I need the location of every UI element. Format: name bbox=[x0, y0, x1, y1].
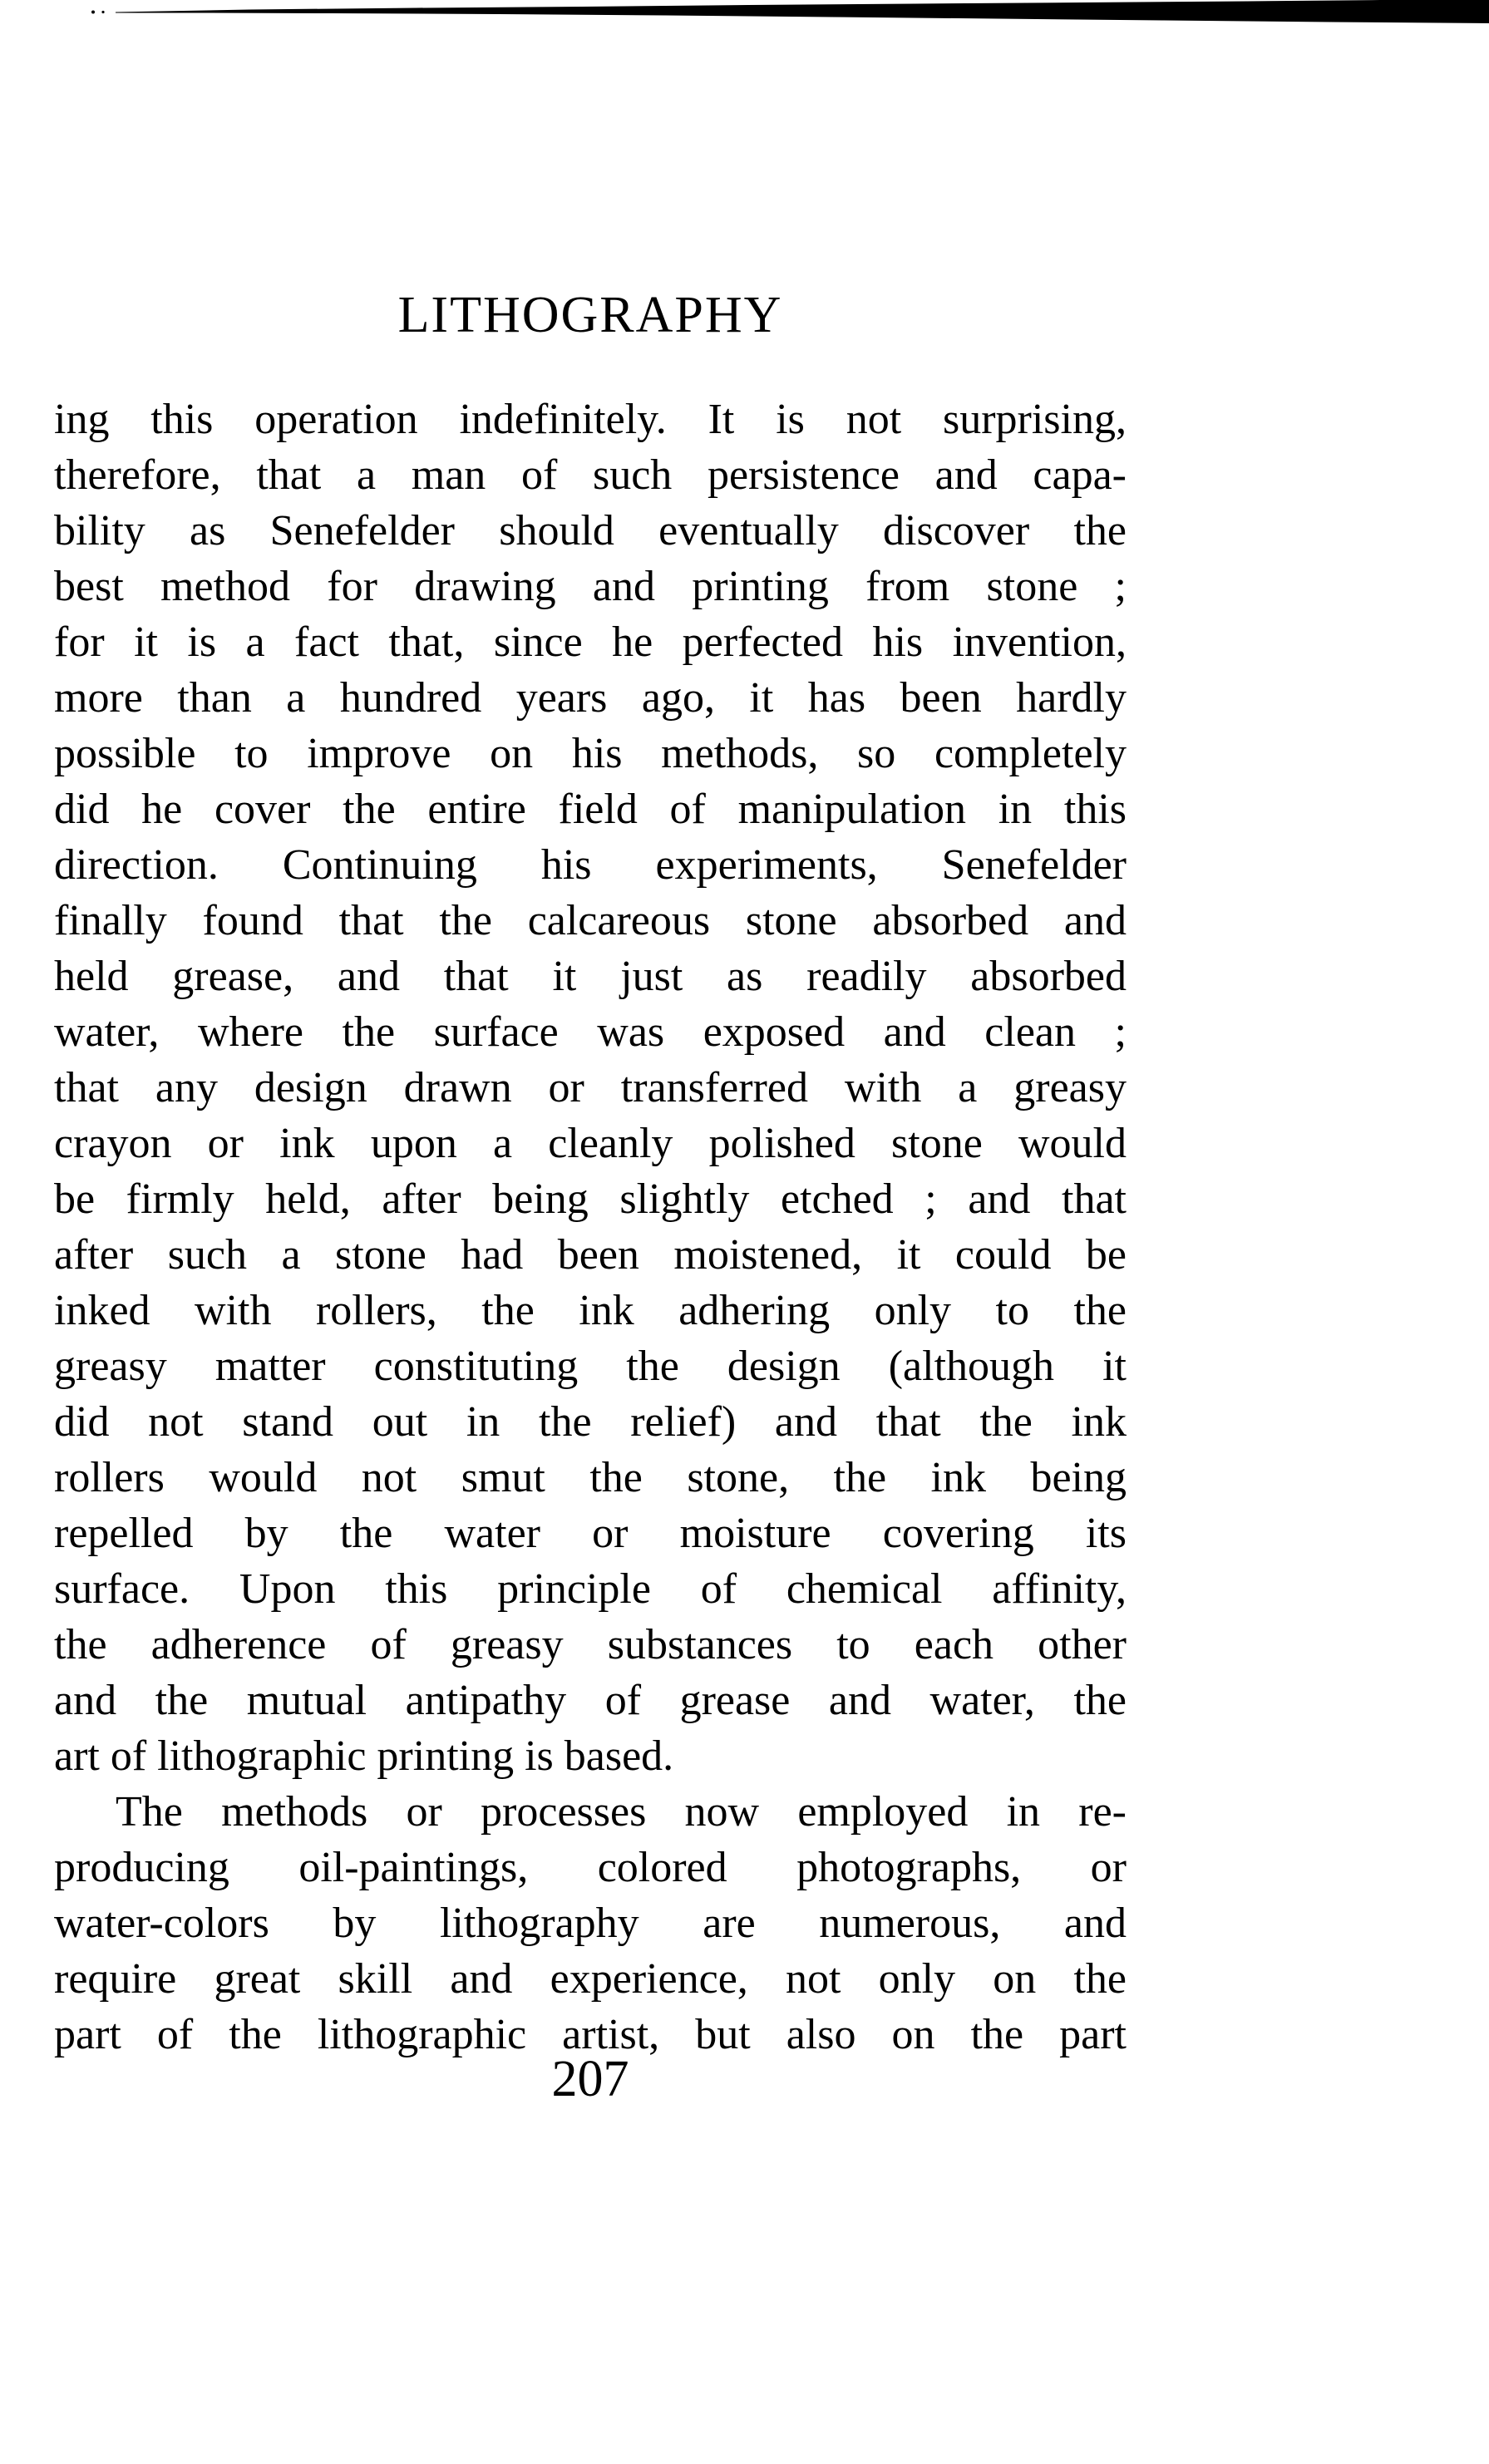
text-line: did not stand out in the relief) and that the ink bbox=[54, 1398, 1127, 1446]
text-line: part of the lithographic artist, but also on the part bbox=[54, 2011, 1127, 2058]
text-line: possible to improve on his methods, so completely bbox=[54, 730, 1127, 777]
paragraph bbox=[54, 392, 1127, 1784]
page-number: 207 bbox=[551, 2051, 629, 2107]
text-line: did he cover the entire field of manipulation in this bbox=[54, 786, 1127, 833]
text-line: after such a stone had been moistened, it could be bbox=[54, 1231, 1127, 1279]
text-line: greasy matter constituting the design (although it bbox=[54, 1343, 1127, 1390]
text-line: finally found that the calcareous stone absorbed and bbox=[54, 897, 1127, 944]
text-line: producing oil-paintings, colored photographs, or bbox=[54, 1844, 1127, 1891]
text-line: be firmly held, after being slightly etched ; and that bbox=[54, 1175, 1127, 1223]
text-line: that any design drawn or transferred with a greasy bbox=[54, 1064, 1127, 1111]
text-line: art of lithographic printing is based. bbox=[54, 1732, 674, 1780]
text-line: for it is a fact that, since he perfected his invention, bbox=[54, 618, 1127, 666]
text-line: surface. Upon this principle of chemical affinity, bbox=[54, 1565, 1127, 1613]
page-header-title: LITHOGRAPHY bbox=[397, 287, 783, 343]
text-line: require great skill and experience, not only on the bbox=[54, 1955, 1127, 2003]
text-line: the adherence of greasy substances to each other bbox=[54, 1621, 1127, 1668]
body-text bbox=[54, 392, 1127, 2062]
text-line: direction. Continuing his experiments, Senefelder bbox=[54, 841, 1127, 889]
text-line: rollers would not smut the stone, the ink being bbox=[54, 1454, 1127, 1501]
paragraph bbox=[54, 1784, 1127, 2062]
text-line: best method for drawing and printing from stone ; bbox=[54, 563, 1127, 610]
text-line: bility as Senefelder should eventually discover the bbox=[54, 507, 1127, 554]
text-line: repelled by the water or moisture covering its bbox=[54, 1510, 1127, 1557]
text-line: and the mutual antipathy of grease and water, the bbox=[54, 1677, 1127, 1724]
text-line: crayon or ink upon a cleanly polished stone would bbox=[54, 1120, 1127, 1167]
text-line: The methods or processes now employed in re- bbox=[116, 1788, 1127, 1836]
text-line: therefore, that a man of such persistence and capa- bbox=[54, 451, 1127, 499]
text-line: more than a hundred years ago, it has been hardly bbox=[54, 674, 1127, 722]
text-line: ing this operation indefinitely. It is not surprising, bbox=[54, 396, 1127, 443]
scan-artifact-bar bbox=[0, 0, 1489, 28]
text-line: water-colors by lithography are numerous, and bbox=[54, 1900, 1127, 1947]
text-line: held grease, and that it just as readily absorbed bbox=[54, 953, 1127, 1000]
text-line: inked with rollers, the ink adhering only to the bbox=[54, 1287, 1127, 1334]
text-line: water, where the surface was exposed and clean ; bbox=[54, 1008, 1127, 1056]
